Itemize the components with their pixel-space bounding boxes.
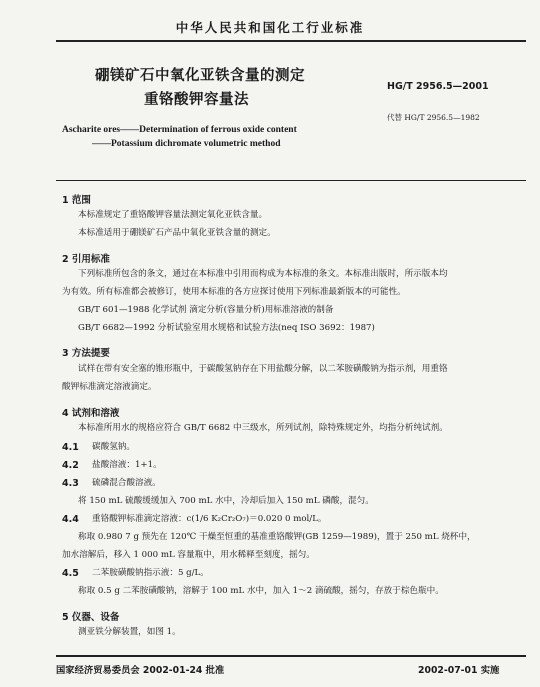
item-detail: 称取 0.5 g 二苯胺磺酸钠，溶解于 100 mL 水中，加入 1～2 滴硫酸，摇匀，存放于棕色瓶中。 [78, 586, 444, 596]
item-detail: 称取 0.980 7 g 预先在 120℃ 干燥至恒重的基准重铬酸钾(GB 1259—1989)，置于 250 mL 烧杯中， [78, 532, 476, 542]
item-text: 重铬酸钾标准滴定溶液：c(1/6 K₂Cr₂O₇)＝0.020 0 mol/L。 [92, 514, 327, 524]
item-text: 二苯胺磺酸钠指示液：5 g/L。 [92, 568, 209, 578]
section-4-intro: 本标准所用水的规格应符合 GB/T 6682 中三级水，所列试剂，除特殊规定外，均指分析纯试剂。 [78, 423, 448, 433]
effective-date: 2002-07-01 实施 [418, 665, 500, 676]
section-3-text: 试样在带有安全塞的锥形瓶中，于碳酸氢钠存在下用盐酸分解，以二苯胺磺酸钠为指示剂，用重铬 [78, 364, 448, 374]
section-1-heading: 1 范围 [62, 195, 91, 206]
section-2-text: 为有效。所有标准都会被修订，使用本标准的各方应探讨使用下列标准最新版本的可能性。 [62, 287, 406, 297]
section-3-text: 酸钾标准滴定溶液滴定。 [62, 382, 157, 392]
approval-note: 国家经济贸易委员会 2002-01-24 批准 [56, 665, 225, 676]
section-2-heading: 2 引用标准 [62, 254, 110, 265]
section-2-text: 下列标准所包含的条文，通过在本标准中引用而构成为本标准的条文。本标准出版时，所示版本均 [78, 269, 448, 279]
item-number: 4.5 [62, 568, 79, 579]
section-1-text: 本标准适用于硼镁矿石产品中氧化亚铁含量的测定。 [78, 228, 276, 238]
section-3-heading: 3 方法提要 [62, 348, 110, 359]
document-header: 中华人民共和国化工行业标准 [175, 20, 365, 35]
reference-item: GB/T 6682—1992 分析试验室用水规格和试验方法(neq ISO 3692：1987) [78, 323, 375, 333]
item-number: 4.3 [62, 478, 79, 489]
title-cn-line1: 硼镁矿石中氧化亚铁含量的测定 [95, 68, 305, 84]
title-en-line2: ——Potassium dichromate volumetric method [92, 139, 281, 149]
section-1-text: 本标准规定了重铬酸钾容量法测定氧化亚铁含量。 [78, 210, 268, 220]
item-detail: 加水溶解后，移入 1 000 mL 容量瓶中，用水稀释至刻度，摇匀。 [62, 550, 315, 560]
section-5-text: 测亚铁分解装置，如图 1。 [78, 627, 181, 637]
item-text: 硫磷混合酸溶液。 [92, 478, 161, 488]
section-5-heading: 5 仪器、设备 [62, 612, 120, 623]
item-detail: 将 150 mL 硫酸缓缓加入 700 mL 水中，冷却后加入 150 mL 磷酸，混匀。 [78, 496, 374, 506]
item-text: 盐酸溶液：1+1。 [92, 460, 162, 470]
title-en-line1: Ascharite ores——Determination of ferrous oxide content [62, 125, 297, 135]
footer-rule [56, 655, 526, 657]
section-4-heading: 4 试剂和溶液 [62, 408, 120, 419]
standard-number: HG/T 2956.5—2001 [387, 81, 489, 92]
title-rule [56, 180, 526, 181]
item-text: 碳酸氢钠。 [92, 442, 135, 452]
item-number: 4.2 [62, 460, 79, 471]
reference-item: GB/T 601—1988 化学试剂 滴定分析(容量分析)用标准溶液的制备 [78, 305, 334, 315]
item-number: 4.1 [62, 442, 79, 453]
title-cn-line2: 重铬酸钾容量法 [144, 92, 249, 108]
item-number: 4.4 [62, 514, 79, 525]
replaces-note: 代替 HG/T 2956.5—1982 [387, 113, 480, 122]
header-rule [56, 40, 526, 42]
